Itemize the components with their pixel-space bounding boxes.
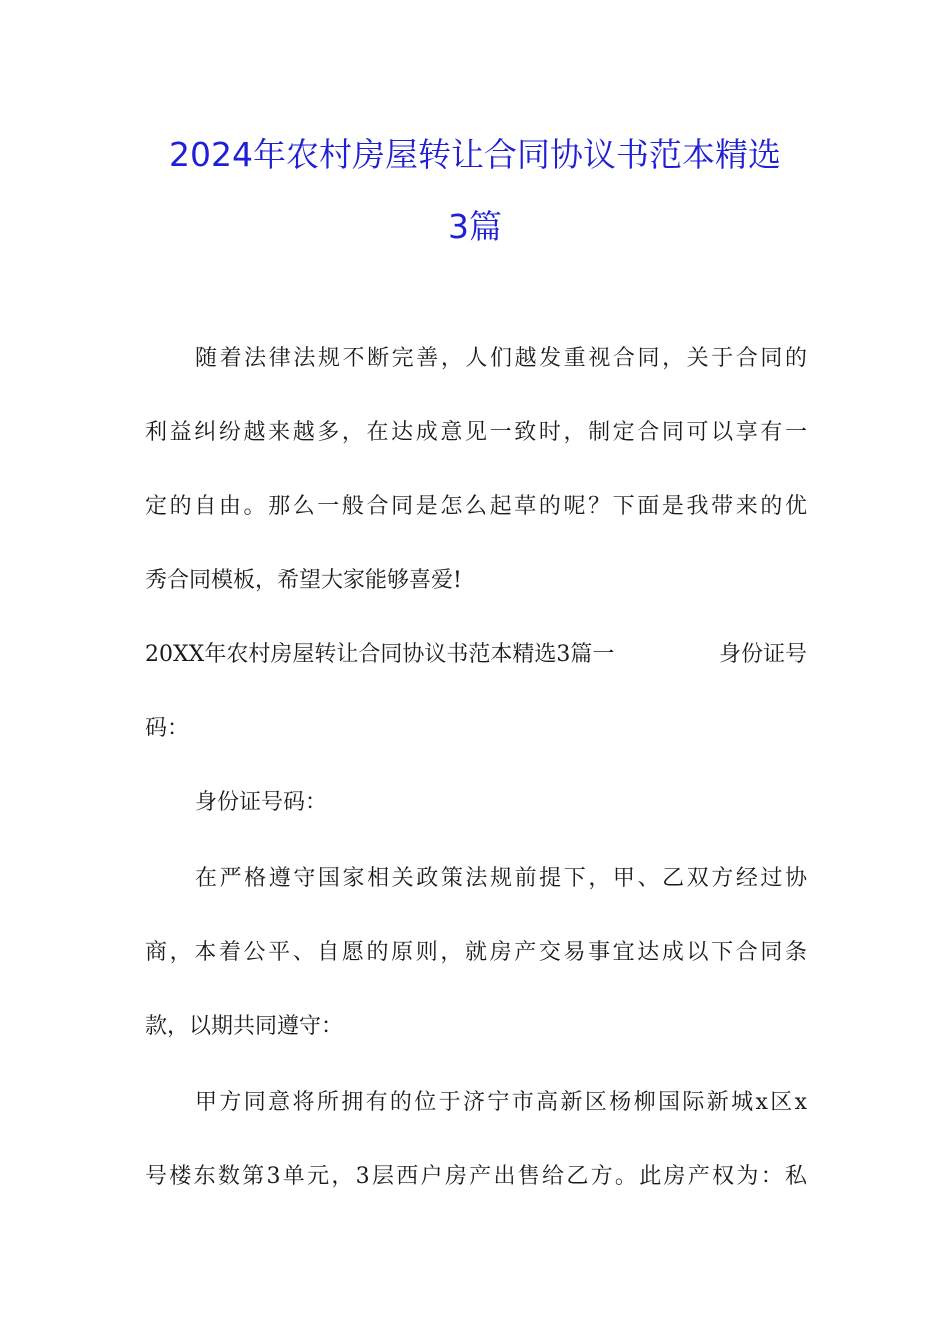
para2-line-1: 在严格遵守国家相关政策法规前提下，甲、乙双方经过协 bbox=[195, 866, 807, 891]
id-number-line: 身份证号码： bbox=[195, 790, 328, 815]
para3-line-2: 号楼东数第3单元，3层西户房产出售给乙方。此房产权为：私 bbox=[145, 1164, 807, 1189]
section-heading bbox=[145, 640, 807, 670]
section-heading-text: 20XX年农村房屋转让合同协议书范本精选3篇一 bbox=[145, 642, 615, 667]
intro-line-2: 利益纠纷越来越多，在达成意见一致时，制定合同可以享有一 bbox=[145, 420, 807, 445]
para2-line-3: 款，以期共同遵守： bbox=[145, 1014, 344, 1039]
document-title: 2024年农村房屋转让合同协议书范本精选 bbox=[169, 135, 781, 174]
intro-line-1: 随着法律法规不断完善，人们越发重视合同，关于合同的 bbox=[195, 346, 807, 371]
section-heading-continuation: 码： bbox=[145, 716, 190, 741]
intro-line-4: 秀合同模板，希望大家能够喜爱! bbox=[145, 568, 462, 593]
intro-line-3: 定的自由。那么一般合同是怎么起草的呢？下面是我带来的优 bbox=[145, 494, 807, 519]
para2-line-2: 商，本着公平、自愿的原则，就房产交易事宜达成以下合同条 bbox=[145, 940, 807, 965]
section-heading-right: 身份证号 bbox=[718, 642, 807, 667]
para3-line-1: 甲方同意将所拥有的位于济宁市高新区杨柳国际新城x区x bbox=[195, 1090, 807, 1115]
document-title-continued: 3篇 bbox=[448, 207, 502, 246]
